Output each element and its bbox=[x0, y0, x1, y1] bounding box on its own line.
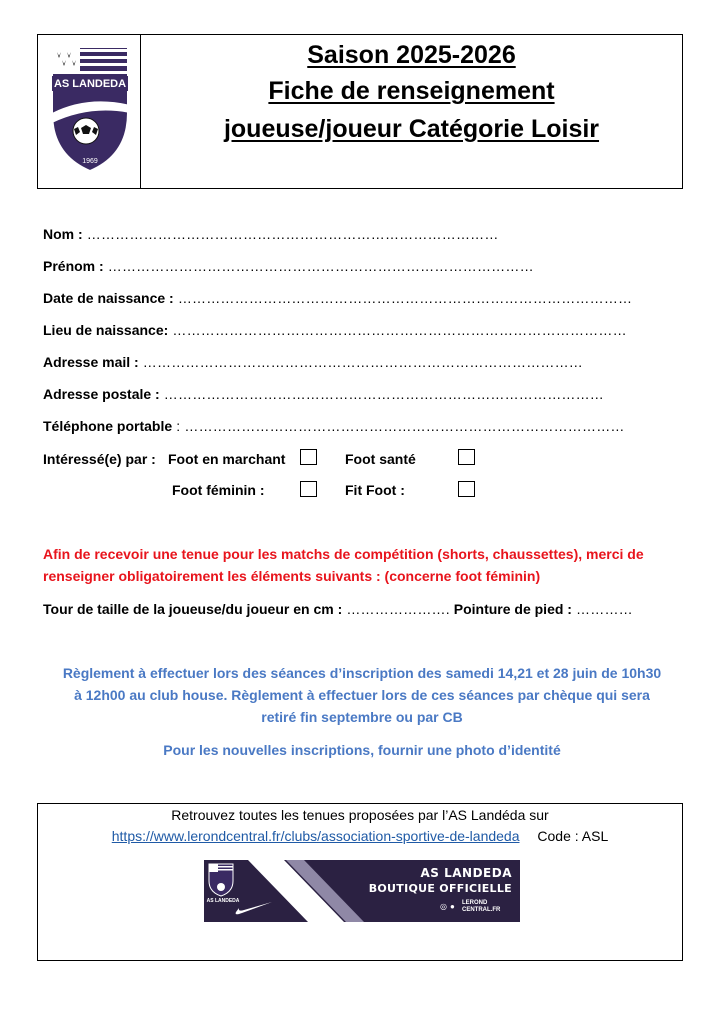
field-dots: …………………………………………………………………………………… bbox=[168, 322, 627, 338]
reglement-line-2: à 12h00 au club house. Règlement à effectuer lors de ces séances par chèque qui sera bbox=[74, 687, 650, 703]
reglement-line-1: Règlement à effectuer lors des séances d’inscription des samedi 14,21 et 28 juin de 10h30 bbox=[62, 665, 662, 681]
field-dots: …………………………………………………………………………… bbox=[82, 226, 499, 242]
field-telephone[interactable] bbox=[43, 418, 625, 434]
facebook-icon[interactable]: ● bbox=[450, 902, 455, 911]
banner-crest-icon bbox=[208, 863, 234, 897]
field-prenom[interactable] bbox=[43, 258, 534, 274]
pointure-dots: ………… bbox=[571, 601, 633, 617]
checkbox-foot-feminin[interactable] bbox=[300, 481, 317, 497]
option-foot-sante-label: Foot santé bbox=[345, 451, 416, 467]
field-date-naissance[interactable] bbox=[43, 290, 632, 306]
nike-swoosh-icon bbox=[234, 900, 274, 916]
instagram-icon[interactable]: ◎ bbox=[440, 902, 447, 911]
title-season: Saison 2025-2026 bbox=[307, 41, 516, 69]
footer-box bbox=[37, 803, 683, 961]
field-label: Téléphone portable bbox=[43, 418, 173, 434]
field-dots: ………………………………………………………………………………… bbox=[159, 386, 605, 402]
banner-brand: LEROND CENTRAL.FR bbox=[462, 900, 501, 913]
option-fit-foot-label: Fit Foot : bbox=[345, 482, 405, 498]
field-nom[interactable] bbox=[43, 226, 499, 242]
field-label: Adresse postale : bbox=[43, 386, 160, 402]
taille-label: Tour de taille de la joueuse/du joueur en cm : bbox=[43, 601, 343, 617]
field-adresse-postale[interactable] bbox=[43, 386, 604, 402]
checkbox-foot-marchant[interactable] bbox=[300, 449, 317, 465]
banner-club-name: AS LANDEDA bbox=[420, 866, 512, 880]
field-label: Date de naissance : bbox=[43, 290, 174, 306]
checkbox-foot-sante[interactable] bbox=[458, 449, 475, 465]
checkbox-fit-foot[interactable] bbox=[458, 481, 475, 497]
footer-intro: Retrouvez toutes les tenues proposées par l’AS Landéda sur bbox=[171, 807, 549, 823]
photo-note: Pour les nouvelles inscriptions, fournir une photo d’identité bbox=[163, 742, 561, 758]
tenue-notice: Afin de recevoir une tenue pour les matchs de compétition (shorts, chaussettes), merci de renseigner obligatoirement les éléments suivants : (concerne foot féminin) bbox=[43, 546, 644, 584]
field-label: Nom : bbox=[43, 226, 83, 242]
banner-crest-text: AS LANDEDA bbox=[206, 898, 240, 904]
title-category: joueuse/joueur Catégorie Loisir bbox=[223, 115, 600, 143]
banner-shop-title: BOUTIQUE OFFICIELLE bbox=[368, 882, 512, 895]
field-adresse-mail[interactable] bbox=[43, 354, 583, 370]
field-lieu-naissance[interactable] bbox=[43, 322, 627, 338]
taille-dots: …………………. bbox=[342, 601, 450, 617]
footer-link-line bbox=[38, 828, 682, 844]
option-foot-feminin-label: Foot féminin : bbox=[172, 482, 265, 498]
pointure-label: Pointure de pied : bbox=[453, 601, 572, 617]
field-dots: ……………………………………………………………………………… bbox=[103, 258, 534, 274]
field-label: Prénom : bbox=[43, 258, 104, 274]
field-label: Lieu de naissance: bbox=[43, 322, 169, 338]
shop-link[interactable]: https://www.lerondcentral.fr/clubs/association-sportive-de-landeda bbox=[111, 828, 520, 844]
interest-label: Intéressé(e) par : bbox=[43, 451, 156, 467]
promo-code: Code : ASL bbox=[537, 828, 609, 844]
reglement-line-3: retiré fin septembre ou par CB bbox=[261, 709, 463, 725]
field-label: Adresse mail : bbox=[43, 354, 139, 370]
field-dots: ………………………………………………………………………………… bbox=[138, 354, 584, 370]
crest-year: 1969 bbox=[82, 158, 98, 165]
field-dots: : ………………………………………………………………………………… bbox=[172, 418, 625, 434]
title-form: Fiche de renseignement bbox=[268, 77, 555, 105]
field-dots: …………………………………………………………………………………… bbox=[173, 290, 633, 306]
club-crest-icon bbox=[48, 43, 132, 175]
option-foot-marchant-label: Foot en marchant bbox=[168, 451, 286, 467]
field-tour-taille-pointure[interactable] bbox=[43, 601, 633, 617]
crest-club-name: AS LANDEDA bbox=[53, 78, 127, 90]
logo-cell bbox=[38, 35, 141, 188]
shop-banner[interactable] bbox=[204, 860, 520, 922]
header-box bbox=[37, 34, 683, 189]
